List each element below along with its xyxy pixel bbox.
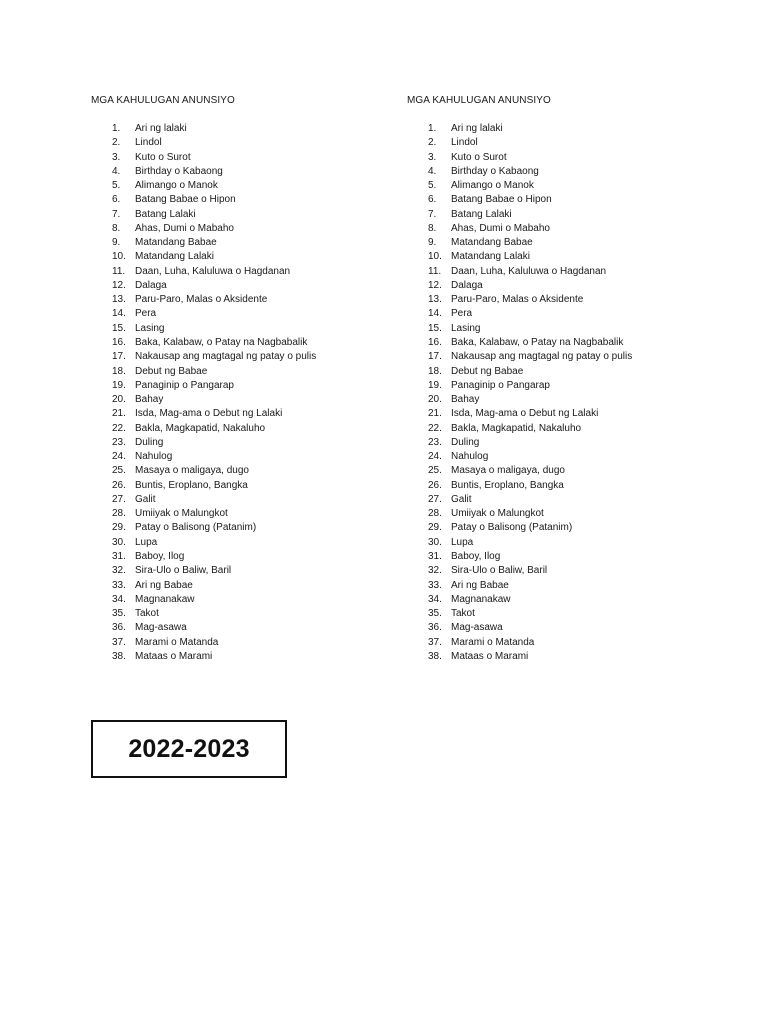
list-item-text: Lupa <box>135 536 158 548</box>
list-item-text: Lindol <box>135 137 162 149</box>
list-item-number: 15. <box>112 322 126 334</box>
list-item-text: Ari ng Babae <box>135 579 193 591</box>
list-item <box>91 607 391 621</box>
left-column-heading: MGA KAHULUGAN ANUNSIYO <box>91 95 235 106</box>
list-item-text: Dalaga <box>135 279 167 291</box>
list-item-text: Patay o Balisong (Patanim) <box>135 522 257 534</box>
list-item <box>91 550 391 564</box>
list-item-text: Galit <box>451 493 472 505</box>
list-item-number: 2. <box>112 137 121 149</box>
list-item-text: Mag-asawa <box>135 622 187 634</box>
list-item-text: Marami o Matanda <box>135 636 219 648</box>
list-item-number: 24. <box>112 451 126 463</box>
list-item-number: 34. <box>428 593 442 605</box>
list-item-text: Magnanakaw <box>451 593 511 605</box>
list-item <box>407 621 707 635</box>
list-item <box>407 636 707 650</box>
list-item-text: Lasing <box>135 322 165 334</box>
list-item <box>91 650 391 664</box>
list-item <box>91 407 391 421</box>
list-item-text: Nakausap ang magtagal ng patay o pulis <box>451 351 633 363</box>
list-item-number: 4. <box>428 165 437 177</box>
left-column <box>91 94 391 664</box>
list-item <box>407 521 707 535</box>
list-item-text: Birthday o Kabaong <box>451 165 539 177</box>
list-item-text: Bakla, Magkapatid, Nakaluho <box>451 422 582 434</box>
list-item <box>407 379 707 393</box>
list-item-text: Matandang Babae <box>135 237 217 249</box>
list-item <box>407 493 707 507</box>
list-item-text: Daan, Luha, Kaluluwa o Hagdanan <box>451 265 607 277</box>
list-item <box>91 322 391 336</box>
list-item-text: Ahas, Dumi o Mabaho <box>135 222 234 234</box>
list-item <box>407 564 707 578</box>
list-item <box>407 307 707 321</box>
list-item-text: Kuto o Surot <box>451 151 507 163</box>
list-item-number: 19. <box>428 379 442 391</box>
list-item <box>91 336 391 350</box>
list-item-number: 19. <box>112 379 126 391</box>
list-item-text: Birthday o Kabaong <box>135 165 223 177</box>
list-item-number: 12. <box>428 279 442 291</box>
list-item-number: 23. <box>112 436 126 448</box>
list-item-number: 10. <box>428 251 442 263</box>
list-item-text: Takot <box>135 608 159 620</box>
list-item-text: Buntis, Eroplano, Bangka <box>451 479 564 491</box>
list-item-number: 5. <box>428 180 437 192</box>
list-item <box>407 279 707 293</box>
list-item-text: Matandang Babae <box>451 237 533 249</box>
list-item-number: 1. <box>428 123 437 134</box>
list-item-number: 35. <box>428 608 442 620</box>
list-item <box>407 236 707 250</box>
list-item-text: Batang Lalaki <box>451 208 512 220</box>
list-item-number: 3. <box>112 151 121 163</box>
year-text: 2022-2023 <box>128 734 250 763</box>
list-item <box>91 479 391 493</box>
list-item-number: 21. <box>428 408 442 420</box>
list-item-text: Matandang Lalaki <box>135 251 214 263</box>
list-item <box>407 607 707 621</box>
list-item-text: Baka, Kalabaw, o Patay na Nagbabalik <box>135 336 308 348</box>
list-item-number: 2. <box>428 137 437 149</box>
list-item-text: Debut ng Babae <box>451 365 524 377</box>
list-item-number: 14. <box>112 308 126 320</box>
list-item <box>91 464 391 478</box>
list-item-text: Dalaga <box>451 279 483 291</box>
list-item-number: 30. <box>428 536 442 548</box>
list-item-text: Lupa <box>451 536 474 548</box>
list-item-number: 15. <box>428 322 442 334</box>
list-item <box>91 236 391 250</box>
list-item <box>91 122 391 136</box>
list-item <box>91 393 391 407</box>
list-item-text: Matandang Lalaki <box>451 251 530 263</box>
list-item-number: 20. <box>112 394 126 406</box>
list-item-number: 23. <box>428 436 442 448</box>
list-item-text: Pera <box>451 308 473 320</box>
list-item-number: 37. <box>112 636 126 648</box>
list-item-text: Mag-asawa <box>451 622 503 634</box>
list-item-text: Duling <box>135 436 164 448</box>
year-box <box>91 720 287 778</box>
list-item-number: 30. <box>112 536 126 548</box>
list-item-text: Magnanakaw <box>135 593 195 605</box>
list-item-number: 31. <box>428 550 442 562</box>
list-item <box>407 265 707 279</box>
list-item-text: Alimango o Manok <box>451 180 534 192</box>
list-item <box>407 436 707 450</box>
list-item-text: Galit <box>135 493 156 505</box>
list-item-number: 29. <box>428 522 442 534</box>
list-item-text: Duling <box>451 436 480 448</box>
list-item-text: Sira-Ulo o Baliw, Baril <box>451 565 548 577</box>
list-item-text: Lasing <box>451 322 481 334</box>
list-item-number: 18. <box>428 365 442 377</box>
list-item <box>91 279 391 293</box>
list-item <box>91 422 391 436</box>
list-item-number: 27. <box>428 493 442 505</box>
list-item <box>91 507 391 521</box>
list-item <box>407 550 707 564</box>
list-item-number: 37. <box>428 636 442 648</box>
list-item-number: 36. <box>112 622 126 634</box>
list-item-text: Ari ng lalaki <box>135 123 187 134</box>
list-item-number: 29. <box>112 522 126 534</box>
list-item-text: Baboy, Ilog <box>451 550 501 562</box>
list-item-text: Panaginip o Pangarap <box>135 379 234 391</box>
list-item-text: Paru-Paro, Malas o Aksidente <box>451 294 584 306</box>
list-item <box>91 536 391 550</box>
list-item-number: 14. <box>428 308 442 320</box>
list-item-number: 32. <box>112 565 126 577</box>
list-item-text: Daan, Luha, Kaluluwa o Hagdanan <box>135 265 291 277</box>
left-meaning-list <box>91 122 391 664</box>
list-item-number: 4. <box>112 165 121 177</box>
list-item <box>91 436 391 450</box>
list-item-number: 17. <box>428 351 442 363</box>
list-item <box>407 593 707 607</box>
list-item <box>407 293 707 307</box>
list-item-text: Batang Babae o Hipon <box>135 194 236 206</box>
list-item-text: Kuto o Surot <box>135 151 191 163</box>
list-item-number: 7. <box>112 208 121 220</box>
list-item <box>407 136 707 150</box>
list-item <box>91 350 391 364</box>
list-item <box>91 593 391 607</box>
list-item <box>91 179 391 193</box>
list-item-text: Baboy, Ilog <box>135 550 185 562</box>
list-item <box>91 450 391 464</box>
list-item <box>407 365 707 379</box>
list-item-text: Bahay <box>451 394 480 406</box>
list-item-text: Alimango o Manok <box>135 180 218 192</box>
list-item <box>91 136 391 150</box>
right-column <box>407 94 707 664</box>
list-item-text: Pera <box>135 308 157 320</box>
list-item <box>407 479 707 493</box>
list-item-text: Sira-Ulo o Baliw, Baril <box>135 565 232 577</box>
list-item-number: 13. <box>428 294 442 306</box>
list-item <box>407 336 707 350</box>
list-item-text: Umiiyak o Malungkot <box>135 508 228 520</box>
list-item-text: Umiiyak o Malungkot <box>451 508 544 520</box>
list-item-text: Mataas o Marami <box>135 650 213 662</box>
list-item-text: Takot <box>451 608 475 620</box>
list-item-number: 21. <box>112 408 126 420</box>
list-item-number: 6. <box>428 194 437 206</box>
list-item <box>91 379 391 393</box>
list-item-text: Nahulog <box>451 451 489 463</box>
list-item-number: 24. <box>428 451 442 463</box>
list-item <box>407 165 707 179</box>
list-item-number: 8. <box>428 222 437 234</box>
list-item <box>91 521 391 535</box>
list-item-number: 28. <box>112 508 126 520</box>
list-item-text: Marami o Matanda <box>451 636 535 648</box>
list-item-text: Ari ng lalaki <box>451 123 503 134</box>
list-item <box>91 307 391 321</box>
list-item-text: Isda, Mag-ama o Debut ng Lalaki <box>451 408 599 420</box>
list-item <box>91 365 391 379</box>
list-item-number: 5. <box>112 180 121 192</box>
list-item-number: 25. <box>112 465 126 477</box>
list-item-text: Isda, Mag-ama o Debut ng Lalaki <box>135 408 283 420</box>
list-item-number: 3. <box>428 151 437 163</box>
list-item <box>407 222 707 236</box>
list-item-text: Mataas o Marami <box>451 650 529 662</box>
list-item-number: 31. <box>112 550 126 562</box>
list-item-number: 34. <box>112 593 126 605</box>
list-item <box>407 193 707 207</box>
list-item <box>407 407 707 421</box>
list-item-text: Bahay <box>135 394 164 406</box>
list-item-text: Batang Babae o Hipon <box>451 194 552 206</box>
list-item-number: 22. <box>428 422 442 434</box>
list-item-text: Nakausap ang magtagal ng patay o pulis <box>135 351 317 363</box>
right-column-heading: MGA KAHULUGAN ANUNSIYO <box>407 95 551 106</box>
list-item-number: 36. <box>428 622 442 634</box>
list-item-text: Debut ng Babae <box>135 365 208 377</box>
list-item <box>407 151 707 165</box>
list-item <box>407 350 707 364</box>
list-item <box>407 507 707 521</box>
list-item-text: Paru-Paro, Malas o Aksidente <box>135 294 268 306</box>
list-item <box>91 293 391 307</box>
list-item-number: 27. <box>112 493 126 505</box>
list-item-text: Baka, Kalabaw, o Patay na Nagbabalik <box>451 336 624 348</box>
list-item <box>407 208 707 222</box>
right-meaning-list <box>407 122 707 664</box>
list-item <box>91 579 391 593</box>
list-item <box>91 493 391 507</box>
list-item-number: 16. <box>112 336 126 348</box>
list-item-number: 10. <box>112 251 126 263</box>
list-item-number: 6. <box>112 194 121 206</box>
list-item-number: 33. <box>428 579 442 591</box>
list-item-text: Nahulog <box>135 451 173 463</box>
list-item-number: 26. <box>112 479 126 491</box>
list-item <box>407 250 707 264</box>
list-item-text: Masaya o maligaya, dugo <box>451 465 565 477</box>
list-item-number: 25. <box>428 465 442 477</box>
list-item <box>91 165 391 179</box>
list-item <box>407 450 707 464</box>
list-item-number: 11. <box>428 265 442 277</box>
list-item-text: Ahas, Dumi o Mabaho <box>451 222 550 234</box>
list-item-number: 12. <box>112 279 126 291</box>
list-item-number: 32. <box>428 565 442 577</box>
list-item-text: Panaginip o Pangarap <box>451 379 550 391</box>
list-item-number: 16. <box>428 336 442 348</box>
list-item-text: Batang Lalaki <box>135 208 196 220</box>
list-item <box>91 250 391 264</box>
list-item <box>91 193 391 207</box>
list-item-number: 38. <box>112 650 126 662</box>
list-item-number: 11. <box>112 265 126 277</box>
list-item-number: 35. <box>112 608 126 620</box>
list-item-number: 9. <box>112 237 121 249</box>
list-item <box>91 151 391 165</box>
list-item <box>91 564 391 578</box>
list-item-number: 26. <box>428 479 442 491</box>
list-item <box>407 393 707 407</box>
list-item <box>407 650 707 664</box>
list-item-number: 20. <box>428 394 442 406</box>
list-item-number: 33. <box>112 579 126 591</box>
list-item-number: 7. <box>428 208 437 220</box>
list-item-text: Lindol <box>451 137 478 149</box>
list-item-number: 22. <box>112 422 126 434</box>
list-item-number: 8. <box>112 222 121 234</box>
list-item <box>91 636 391 650</box>
list-item <box>91 208 391 222</box>
list-item-number: 1. <box>112 123 121 134</box>
list-item <box>407 179 707 193</box>
list-item <box>407 122 707 136</box>
list-item <box>91 265 391 279</box>
list-item <box>407 322 707 336</box>
list-item <box>407 464 707 478</box>
list-item <box>91 621 391 635</box>
list-item <box>407 422 707 436</box>
list-item-number: 17. <box>112 351 126 363</box>
list-item <box>407 536 707 550</box>
list-item-number: 38. <box>428 650 442 662</box>
list-item <box>407 579 707 593</box>
list-item-number: 18. <box>112 365 126 377</box>
list-item-number: 9. <box>428 237 437 249</box>
list-item-text: Bakla, Magkapatid, Nakaluho <box>135 422 266 434</box>
list-item-text: Buntis, Eroplano, Bangka <box>135 479 248 491</box>
list-item-text: Patay o Balisong (Patanim) <box>451 522 573 534</box>
list-item-number: 13. <box>112 294 126 306</box>
list-item-number: 28. <box>428 508 442 520</box>
list-item-text: Masaya o maligaya, dugo <box>135 465 249 477</box>
list-item <box>91 222 391 236</box>
list-item-text: Ari ng Babae <box>451 579 509 591</box>
